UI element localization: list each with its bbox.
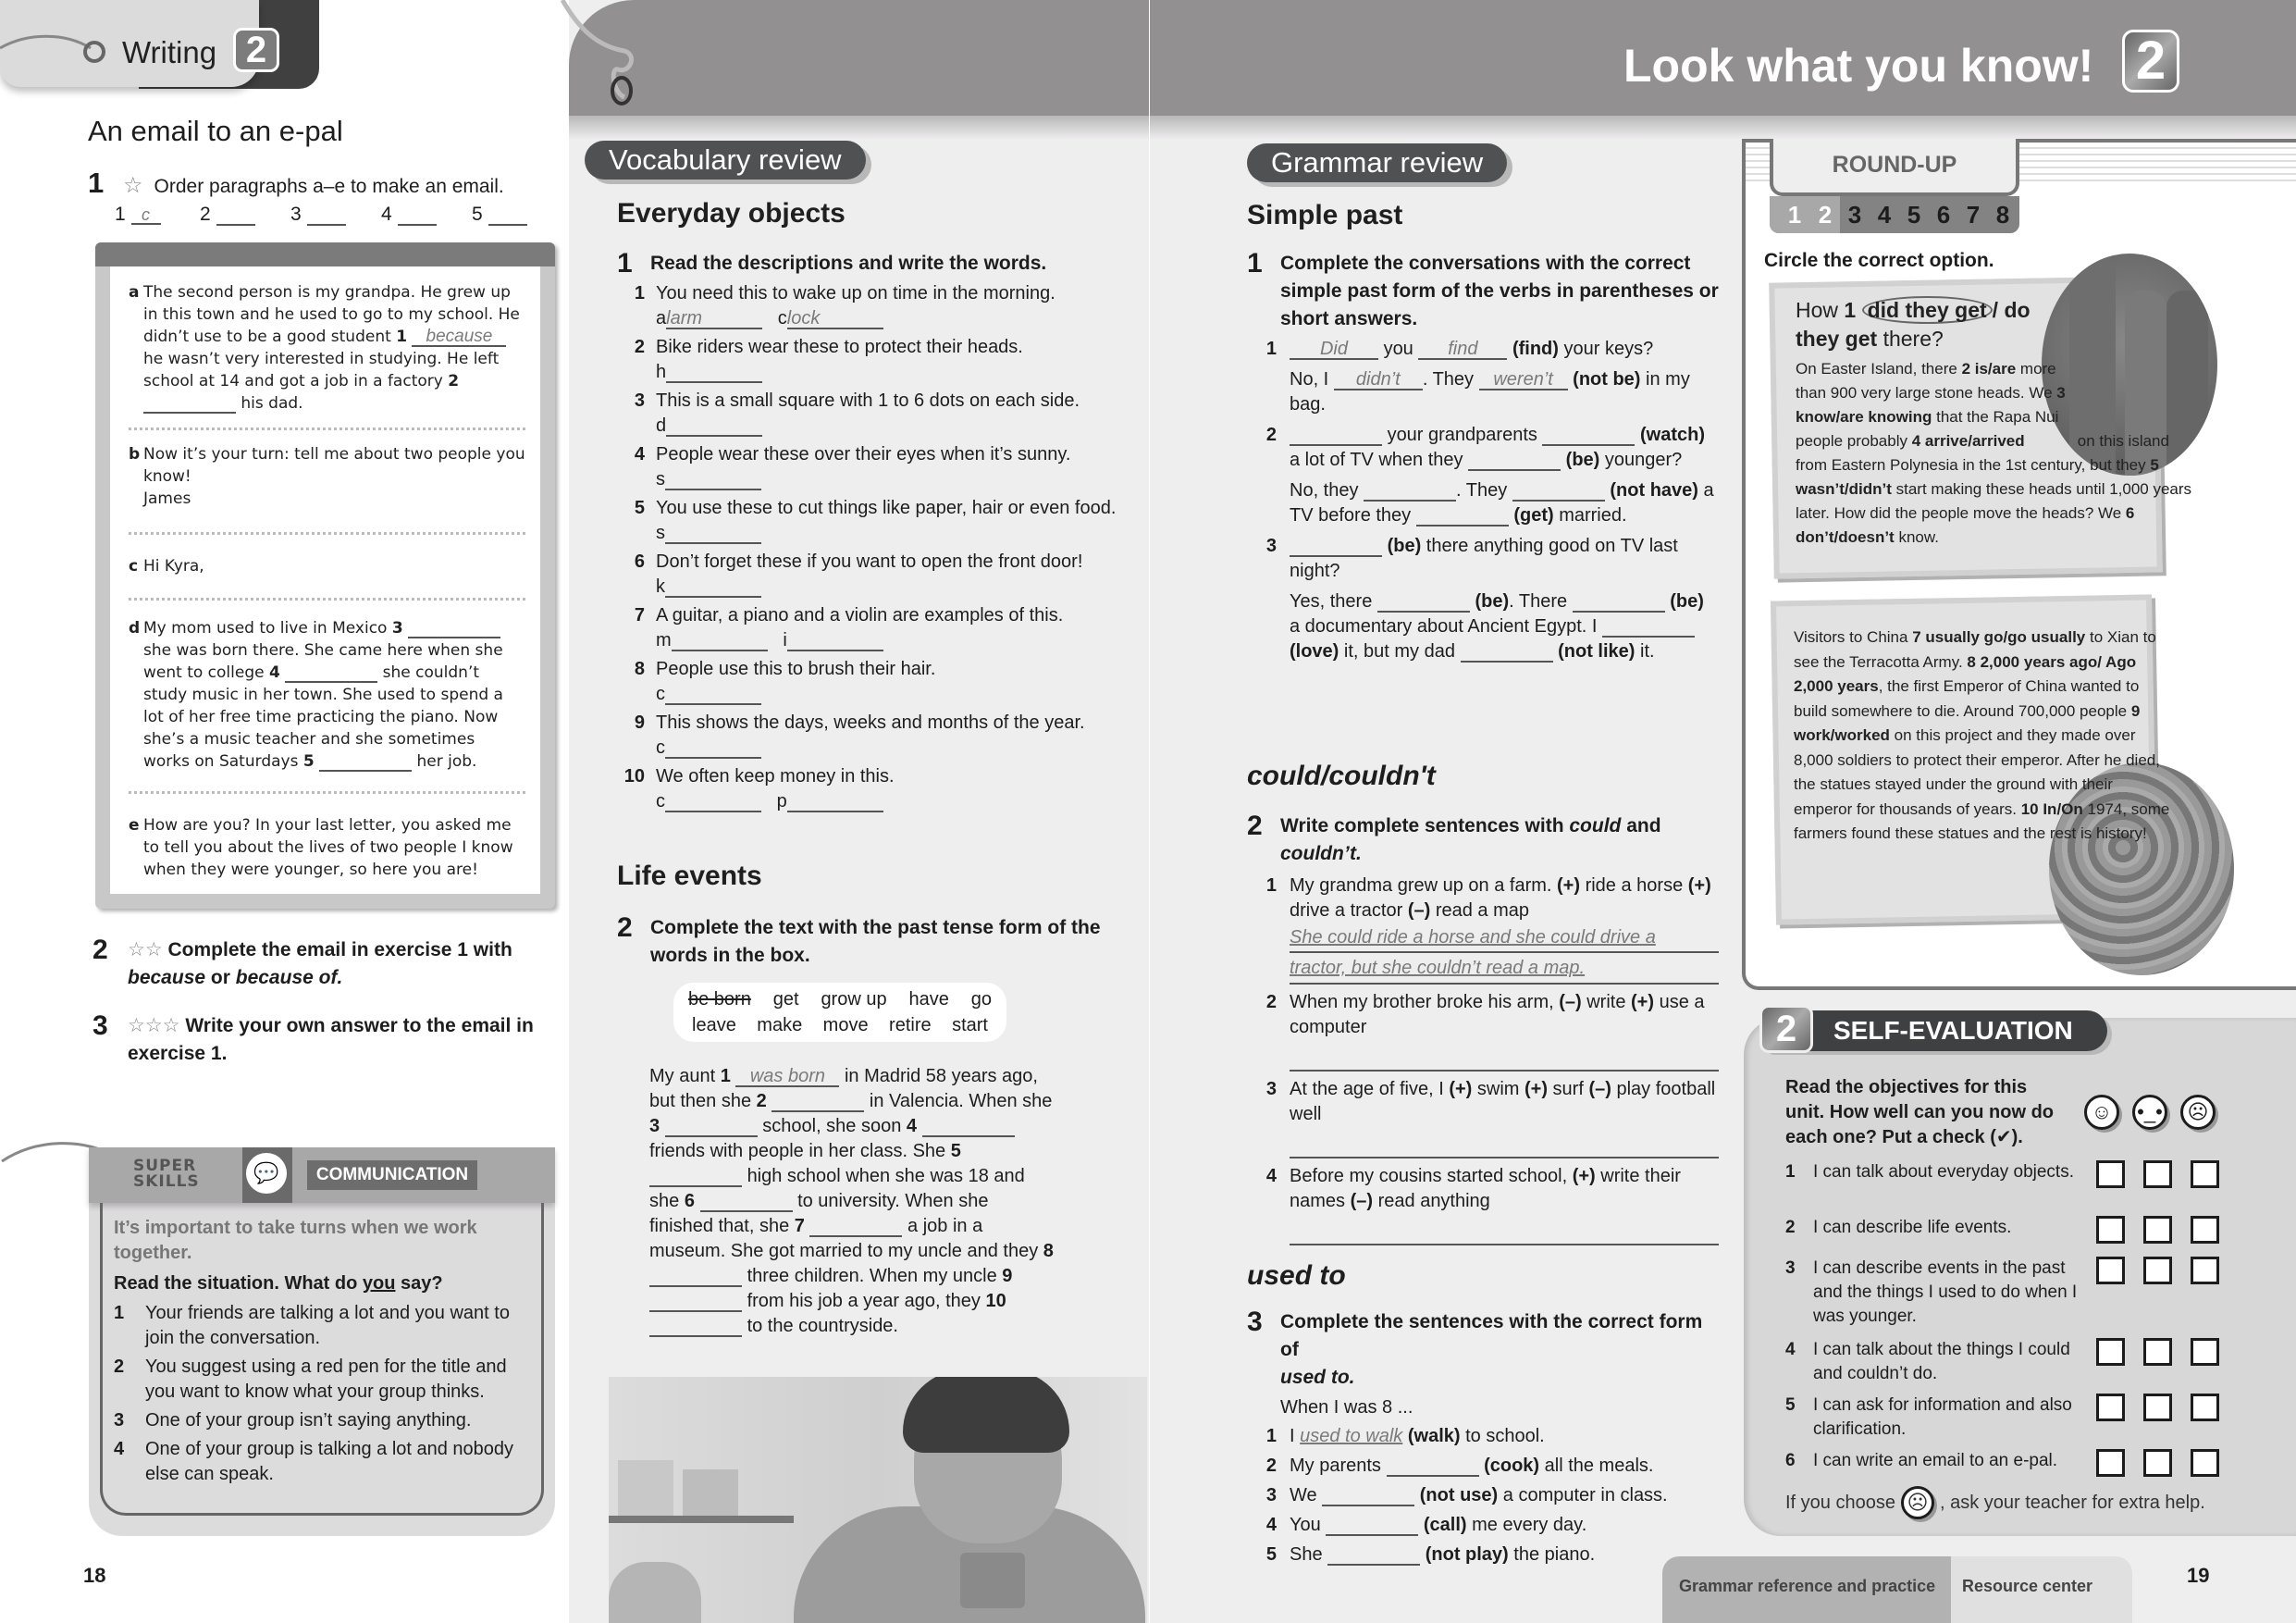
page-title: Look what you know! bbox=[1623, 40, 2094, 92]
text-blank-9[interactable] bbox=[649, 1292, 742, 1312]
checkbox-needs-help[interactable] bbox=[2191, 1394, 2219, 1421]
word-blank[interactable] bbox=[672, 631, 768, 651]
roundup-tab: ROUND-UP bbox=[1770, 139, 2019, 196]
paragraph-a: a The second person is my grandpa. He grew up in this town and he used to go to my school. He didn’t use to be a good student 1 because he wasn’t very interested in studying. He left school at 14 and got a job in a factory 2 his dad. bbox=[129, 281, 525, 430]
word-blank[interactable] bbox=[787, 631, 883, 651]
checkbox-good[interactable] bbox=[2096, 1394, 2125, 1421]
grammar-exercise-1: 1 Complete the conversations with the correct simple past form of the verbs in parentheses or short answers. 1 Did you find (find) your keys? No, I didn’t . They weren’t (not be) in my bag. 2 your grandparents (watch) a lot of TV when they (be) younger? No, they . They (not have) a TV before they (get) married. 3 (be) there anything good on TV last night? Yes, there (be). There (be) a documentary about Ancient Egypt. I (love) it, but my dad (not like) it. bbox=[1247, 250, 1719, 664]
communication-label: COMMUNICATION bbox=[307, 1160, 477, 1190]
grammar-blank[interactable] bbox=[1512, 481, 1605, 502]
heading-life-events: Life events bbox=[617, 861, 762, 891]
order-answers: 1 c 2 3 4 5 bbox=[115, 204, 527, 226]
roundup-unit-6: 6 bbox=[1936, 201, 1951, 229]
objective-row: 4 I can talk about the things I could and couldn’t do. bbox=[1785, 1338, 2266, 1388]
objective-row: 6 I can write an email to an e-pal. bbox=[1785, 1449, 2266, 1486]
paragraph-c: c Hi Kyra, bbox=[129, 535, 525, 601]
answer-line[interactable] bbox=[1290, 1214, 1719, 1245]
page-number-left: 18 bbox=[83, 1564, 106, 1587]
heading-could-couldnt: could/couldn't bbox=[1247, 761, 1436, 791]
woman-photo bbox=[609, 1377, 1147, 1623]
paragraph-b: b Now it’s your turn: tell me about two people you know! James bbox=[129, 430, 525, 535]
roundup-unit-1: 1 bbox=[1770, 196, 1810, 233]
objectives-list bbox=[1785, 1160, 2266, 1492]
stars-icon: ☆☆ bbox=[128, 939, 163, 960]
ribbon-icon bbox=[0, 19, 111, 74]
email-blank-2[interactable] bbox=[143, 396, 236, 414]
word-blank[interactable] bbox=[665, 738, 761, 759]
option[interactable]: 3 know/are knowing bbox=[1796, 384, 2066, 426]
objective-row: 3 I can describe events in the past and the things I used to do when I was younger. bbox=[1785, 1257, 2266, 1332]
conversation-1: 1 Did you find (find) your keys? No, I didn’t . They weren’t (not be) in my bag. bbox=[1265, 339, 1690, 415]
unit-badge: 2 bbox=[2122, 30, 2179, 93]
word-box-item: get bbox=[772, 989, 799, 1010]
writing-tab bbox=[0, 0, 319, 91]
vocab-item: 1 You need this to wake up on time in the morning. alarm clock bbox=[634, 283, 1055, 328]
vocab-item: 8 People use this to brush their hair. c bbox=[634, 659, 936, 704]
word-box-item: retire bbox=[889, 1015, 932, 1035]
option[interactable]: 4 arrive/arrived bbox=[1911, 432, 2025, 450]
neutral-face-icon: •_• bbox=[2132, 1095, 2167, 1130]
vocab-item: 5 You use these to cut things like paper, hair or even food. s bbox=[634, 498, 1117, 543]
super-skills-question: Read the situation. What do you say? bbox=[114, 1273, 443, 1294]
word-blank[interactable] bbox=[665, 685, 761, 705]
speech-bubbles-icon: 💬 bbox=[246, 1153, 287, 1194]
used-to-blank[interactable] bbox=[1322, 1486, 1414, 1506]
footer-tabs bbox=[1662, 1556, 2132, 1623]
grammar-blank[interactable]: didn’t bbox=[1334, 370, 1423, 390]
face-icons bbox=[2084, 1095, 2216, 1130]
could-item: 4 Before my cousins started school, (+) write their names (–) read anything bbox=[1247, 1164, 1719, 1245]
grammar-blank[interactable] bbox=[1377, 592, 1470, 613]
situation-item: 2 You suggest using a red pen for the title and you want to know what your group thinks. bbox=[114, 1357, 507, 1402]
writing-tab-label: Writing bbox=[122, 35, 217, 69]
email-blank-1[interactable]: because bbox=[412, 328, 506, 347]
text-blank-3[interactable] bbox=[665, 1117, 758, 1137]
stars-icon: ☆☆☆ bbox=[128, 1015, 180, 1036]
roundup-box bbox=[1742, 139, 2296, 990]
roundup-unit-8: 8 bbox=[1995, 201, 2010, 229]
objective-row: 1 I can talk about everyday objects. bbox=[1785, 1160, 2266, 1210]
exercise-1-header: 1 ☆ Order paragraphs a–e to make an email. bbox=[88, 167, 504, 199]
word-blank[interactable] bbox=[665, 792, 761, 812]
option[interactable]: 10 In/On bbox=[2020, 799, 2083, 818]
option[interactable]: 6 don’t/doesn’t bbox=[1796, 504, 2135, 546]
email-box bbox=[95, 242, 555, 909]
answer-line[interactable] bbox=[1290, 1040, 1719, 1072]
text-blank-2[interactable] bbox=[772, 1092, 864, 1112]
conversation-2: 2 your grandparents (watch) a lot of TV when they (be) younger? No, they . They (not have) a TV before they (get) married. bbox=[1265, 425, 1714, 526]
option[interactable]: 2 is/are bbox=[1961, 360, 2017, 378]
terracotta-text: Visitors to China 7 usually go/go usually to Xian to see the Terracotta Army. 8 2,000 years ago/ Ago 2,000 years, the first Emperor of China wanted to build somewhere to die. Around 700,000 people 9 work/worked on this project and they made over 8,000 soldiers to protect their emperor. After he died, the statues stayed under the ground with their emperor for thousands of years. 10 In/On 1974, some farmers found these statues and the rest is history! bbox=[1794, 628, 2170, 842]
grammar-blank[interactable] bbox=[1573, 592, 1665, 613]
heading-used-to: used to bbox=[1247, 1260, 1346, 1291]
header-band bbox=[569, 0, 1149, 116]
used-to-blank[interactable]: used to walk bbox=[1300, 1426, 1403, 1446]
vocab-item: 4 People wear these over their eyes when it’s sunny. s bbox=[634, 444, 1071, 489]
grammar-blank[interactable] bbox=[1468, 451, 1561, 471]
super-skills-intro: It’s important to take turns when we work together. bbox=[114, 1218, 477, 1263]
answer-blank-4[interactable] bbox=[398, 204, 437, 226]
checkbox-ok[interactable] bbox=[2143, 1257, 2172, 1284]
text-blank-8[interactable] bbox=[649, 1267, 742, 1287]
used-to-item: 4 You (call) me every day. bbox=[1265, 1515, 1587, 1535]
vocab-item: 6 Don’t forget these if you want to open the front door! k bbox=[634, 551, 1083, 597]
grammar-blank[interactable]: Did bbox=[1290, 340, 1378, 360]
page-number-right: 19 bbox=[2187, 1564, 2210, 1587]
email-blank-5[interactable] bbox=[319, 754, 412, 772]
objective-row: 5 I can ask for information and also clarification. bbox=[1785, 1394, 2266, 1443]
text-blank-5[interactable] bbox=[649, 1167, 742, 1187]
text-blank-10[interactable] bbox=[649, 1317, 742, 1337]
word-blank[interactable] bbox=[665, 577, 761, 598]
grammar-blank[interactable] bbox=[1461, 642, 1553, 663]
used-to-blank[interactable] bbox=[1387, 1456, 1479, 1477]
self-evaluation-instruction: Read the objectives for this unit. How well can you now do each one? Put a check (✔). bbox=[1785, 1077, 2054, 1147]
heading-everyday-objects: Everyday objects bbox=[617, 198, 846, 229]
word-box-item: make bbox=[757, 1015, 803, 1035]
roundup-unit-5: 5 bbox=[1907, 201, 1921, 229]
roundup-unit-2: 2 bbox=[1810, 196, 1840, 233]
life-events-text: My aunt 1 was born in Madrid 58 years ago, but then she 2 in Valencia. When she 3 school, she soon 4 friends with people in her class. She 5 high school when she was 18 and she 6 to university. When she finished that, she 7 a job in a museum. She got married to my uncle and they 8 three children. When my uncle 9 from his job a year ago, they 10 to the countryside. bbox=[649, 1066, 1054, 1336]
checkbox-ok[interactable] bbox=[2143, 1216, 2172, 1244]
checkbox-good[interactable] bbox=[2096, 1216, 2125, 1244]
vocab-review-banner: Vocabulary review bbox=[585, 141, 866, 180]
text-blank-7[interactable] bbox=[809, 1217, 902, 1237]
checkbox-good[interactable] bbox=[2096, 1338, 2125, 1366]
word-box-item: move bbox=[822, 1015, 869, 1035]
sad-face-icon: ☹ bbox=[2180, 1095, 2216, 1130]
ribbon-icon bbox=[555, 0, 648, 111]
star-icon: ☆ bbox=[123, 173, 143, 198]
paragraph-d: d My mom used to live in Mexico 3 she was born there. She came here when she went to college 4 she couldn’t study music in her town. She used to spend a lot of her free time practicing the piano. Now she’s a music teacher and she sometimes works on Saturdays 5 her job. bbox=[129, 601, 525, 794]
vocab-item: 7 A guitar, a piano and a violin are examples of this. m i bbox=[634, 605, 1064, 650]
email-blank-3[interactable] bbox=[408, 621, 500, 638]
grammar-blank[interactable] bbox=[1364, 481, 1456, 502]
text-blank-6[interactable] bbox=[700, 1192, 793, 1212]
could-item: 1 My grandma grew up on a farm. (+) ride a horse (+) drive a tractor (–) read a map She could ride a horse and she could drive a tractor, but she couldn’t read a map. bbox=[1247, 873, 1719, 985]
word-blank[interactable]: larm bbox=[666, 309, 762, 329]
sad-face-icon: ☹ bbox=[1901, 1486, 1934, 1519]
self-evaluation-footer: If you choose ☹ , ask your teacher for extra help. bbox=[1785, 1486, 2205, 1519]
vocab-item: 2 Bike riders wear these to protect their heads. h bbox=[634, 337, 1023, 382]
used-to-blank[interactable] bbox=[1326, 1516, 1418, 1536]
option[interactable]: do they get bbox=[1796, 298, 2031, 351]
vocab-item: 3 This is a small square with 1 to 6 dots on each side. d bbox=[634, 390, 1080, 436]
used-to-item: 2 My parents (cook) all the meals. bbox=[1265, 1456, 1654, 1476]
checkbox-ok[interactable] bbox=[2143, 1338, 2172, 1366]
grammar-blank[interactable] bbox=[1290, 426, 1382, 446]
checkbox-needs-help[interactable] bbox=[2191, 1216, 2219, 1244]
roundup-unit-4: 4 bbox=[1877, 201, 1892, 229]
grammar-review-banner: Grammar review bbox=[1247, 143, 1507, 182]
paragraph-e: e How are you? In your last letter, you asked me to tell you about the lives of two people I know when they were younger, so here you are! bbox=[129, 816, 513, 879]
word-box-item: grow up bbox=[821, 989, 887, 1010]
used-to-item: 3 We (not use) a computer in class. bbox=[1265, 1485, 1668, 1505]
grammar-blank[interactable]: weren’t bbox=[1479, 370, 1568, 390]
used-to-item: 1 I used to walk (walk) to school. bbox=[1265, 1426, 1545, 1446]
word-box-item: leave bbox=[692, 1015, 736, 1035]
word-blank[interactable] bbox=[665, 470, 761, 490]
word-box-item: be born bbox=[688, 989, 751, 1010]
option[interactable]: 5 wasn’t/didn’t bbox=[1796, 456, 2159, 498]
word-box-item: go bbox=[970, 989, 992, 1010]
could-item: 3 At the age of five, I (+) swim (+) surf (–) play football well bbox=[1247, 1077, 1719, 1158]
answer-blank-5[interactable] bbox=[488, 204, 527, 226]
word-box-item: have bbox=[908, 989, 949, 1010]
text-blank-1[interactable]: was born bbox=[735, 1067, 839, 1087]
self-evaluation-banner: 2 SELF-EVALUATION bbox=[1763, 1010, 2107, 1051]
checkbox-needs-help[interactable] bbox=[2191, 1160, 2219, 1188]
exercise-2: 2 ☆☆ Complete the email in exercise 1 with because or because of. bbox=[93, 935, 512, 988]
answer-line[interactable]: She could ride a horse and she could drive a bbox=[1290, 923, 1719, 953]
vocab-exercise-1: 1 Read the descriptions and write the words. 1 You need this to wake up on time in the morning. alarm clock 2 Bike riders wear these to protect their heads. h 3 This is a small square with 1 to 6 dots on each side. d 4 People wear these over their eyes when it’s sunny. s 5 You use these to cut things like paper, hair or even food. s 6 Don’t forget these if you want to open the front door! k 7 A guitar, a piano and a violin are examples of this. m i 8 People use this to brush their hair. c 9 This shows the days, weeks and months of the year. c 10 We often keep money in this. c p bbox=[617, 250, 1135, 814]
could-item: 2 When my brother broke his arm, (–) write (+) use a computer bbox=[1247, 990, 1719, 1072]
used-to-item: 5 She (not play) the piano. bbox=[1265, 1544, 1596, 1565]
section-title: An email to an e-pal bbox=[88, 115, 343, 147]
word-blank[interactable] bbox=[787, 792, 883, 812]
happy-face-icon: ☺ bbox=[2084, 1095, 2119, 1130]
circled-option[interactable]: did they get bbox=[1862, 296, 1993, 324]
unit-badge: 2 bbox=[1759, 1005, 1813, 1053]
text-blank-4[interactable] bbox=[922, 1117, 1015, 1137]
super-skills-box bbox=[89, 1147, 555, 1536]
grammar-blank[interactable] bbox=[1542, 426, 1635, 446]
grammar-blank[interactable] bbox=[1290, 537, 1382, 557]
grammar-blank[interactable]: find bbox=[1418, 340, 1507, 360]
word-blank[interactable] bbox=[666, 363, 762, 383]
word-box-item: start bbox=[952, 1015, 988, 1035]
checkbox-good[interactable] bbox=[2096, 1257, 2125, 1284]
roundup-instruction: Circle the correct option. bbox=[1764, 250, 1994, 271]
vocab-item: 10 We often keep money in this. c p bbox=[623, 766, 895, 812]
checkbox-ok[interactable] bbox=[2143, 1394, 2172, 1421]
checkbox-ok[interactable] bbox=[2143, 1449, 2172, 1477]
answer-line[interactable] bbox=[1290, 1127, 1719, 1158]
word-blank[interactable] bbox=[666, 416, 762, 437]
answer-blank-3[interactable] bbox=[307, 204, 346, 226]
heading-simple-past: Simple past bbox=[1247, 200, 1403, 230]
checkbox-good[interactable] bbox=[2096, 1449, 2125, 1477]
grammar-blank[interactable] bbox=[1602, 617, 1695, 638]
roundup-unit-bar bbox=[1770, 196, 2019, 233]
used-to-blank[interactable] bbox=[1327, 1545, 1420, 1566]
super-skills-logo: SUPER SKILLS bbox=[133, 1157, 200, 1191]
checkbox-needs-help[interactable] bbox=[2191, 1449, 2219, 1477]
exercise-3: 3 ☆☆☆ Write your own answer to the email in exercise 1. bbox=[93, 1010, 534, 1064]
unit-badge: 2 bbox=[233, 28, 279, 72]
option[interactable]: 9 work/worked bbox=[1794, 701, 2141, 744]
situation-item: 4 One of your group is talking a lot and nobody else can speak. bbox=[114, 1439, 514, 1484]
easter-island-text: How 1 did they get / do they get there? On Easter Island, there 2 is/are more than 900 very large stone heads. We 3 know/are knowing that the Rapa Nui people probably 4 arrive/arrived on this island from Eastern Polynesia in the 1st century, but they 5 wasn’t/didn’t start making these heads until 1,000 years later. How did the people move the heads? We 6 don’t/doesn’t know. bbox=[1796, 298, 2192, 546]
grammar-blank[interactable] bbox=[1416, 506, 1509, 527]
roundup-unit-3: 3 bbox=[1847, 201, 1862, 229]
answer-line[interactable]: tractor, but she couldn’t read a map. bbox=[1290, 953, 1719, 985]
word-blank[interactable] bbox=[665, 524, 761, 544]
vocab-exercise-2: 2 Complete the text with the past tense form of the words in the box. bbox=[617, 912, 1101, 966]
checkbox-good[interactable] bbox=[2096, 1160, 2125, 1188]
tab-grammar-reference[interactable]: Grammar reference and practice bbox=[1662, 1556, 1951, 1623]
grammar-exercise-3: 3 Complete the sentences with the correct form of used to. When I was 8 ... 1 I used to walk (walk) to school. 2 My parents (cook) all the meals. 3 We (not use) a computer in class. 4 You (call) me every day. 5 She (not play) the piano. bbox=[1247, 1308, 1719, 1569]
situation-item: 1 Your friends are talking a lot and you want to join the conversation. bbox=[114, 1303, 510, 1348]
option[interactable]: 8 2,000 years ago/ Ago 2,000 years bbox=[1794, 652, 2137, 695]
vocab-item: 9 This shows the days, weeks and months of the year. c bbox=[634, 712, 1085, 758]
option[interactable]: 7 usually go/go usually bbox=[1912, 628, 2086, 646]
roundup-unit-7: 7 bbox=[1966, 201, 1981, 229]
answer-blank-1[interactable]: c bbox=[131, 206, 161, 225]
situation-item: 3 One of your group isn’t saying anything. bbox=[114, 1410, 472, 1431]
email-blank-4[interactable] bbox=[285, 665, 377, 683]
word-blank[interactable]: lock bbox=[787, 309, 883, 329]
word-box bbox=[673, 983, 1006, 1042]
used-to-lead: When I was 8 ... bbox=[1280, 1397, 1413, 1418]
objective-row: 2 I can describe life events. bbox=[1785, 1216, 2266, 1251]
checkbox-ok[interactable] bbox=[2143, 1160, 2172, 1188]
conversation-3: 3 (be) there anything good on TV last night? Yes, there (be). There (be) a documentary about Ancient Egypt. I (love) it, but my dad (not like) it. bbox=[1265, 536, 1704, 662]
checkbox-needs-help[interactable] bbox=[2191, 1257, 2219, 1284]
tab-resource-center[interactable]: Resource center bbox=[1951, 1556, 2132, 1623]
answer-blank-2[interactable] bbox=[216, 204, 255, 226]
grammar-exercise-2: 2 Write complete sentences with could and couldn’t. 1 My grandma grew up on a farm. (+) ride a horse (+) drive a tractor (–) read a map She could ride a horse and she could drive a tractor, but she couldn’t read a map. 2 When my brother broke his arm, (–) write (+) use a computer 3 At the age of five, I (+) swim (+) surf (–) play football well 4 Before my cousins started school, (+) write their names (–) read anything bbox=[1247, 812, 1719, 1245]
checkbox-needs-help[interactable] bbox=[2191, 1338, 2219, 1366]
